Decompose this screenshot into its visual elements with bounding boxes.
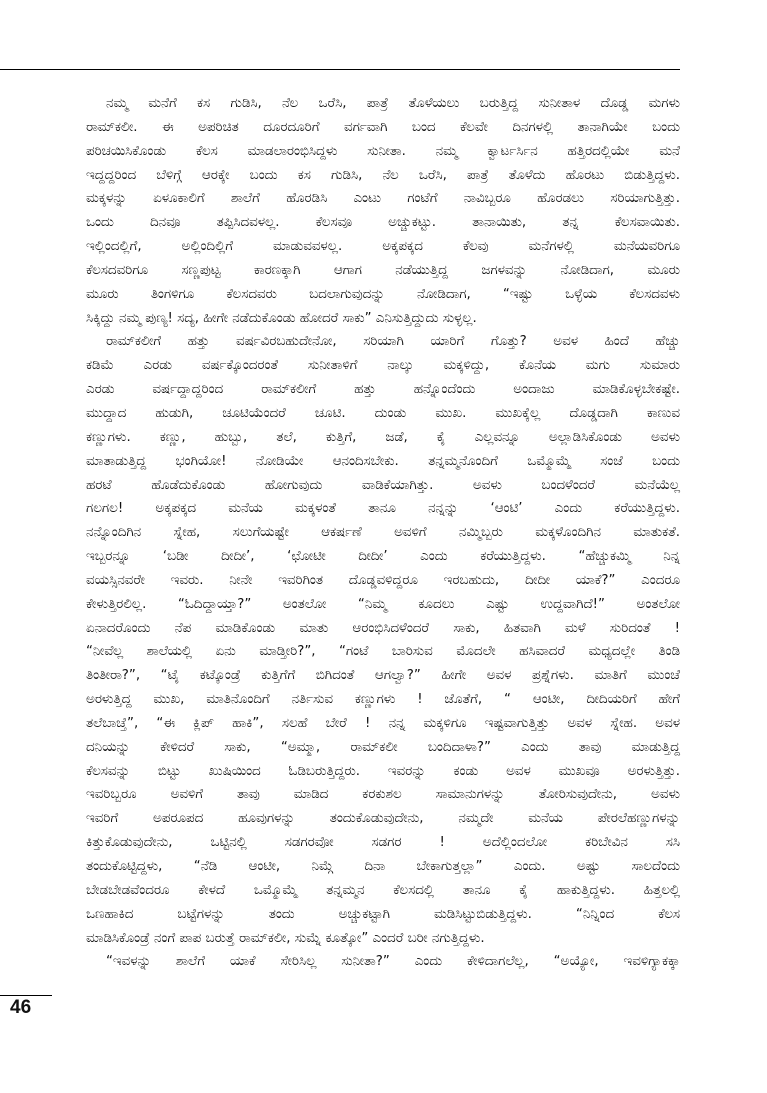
page-number: 46: [10, 997, 32, 1018]
text-line: ನನ್ನೊಂದಿಗಿನ ಸ್ನೇಹ, ಸಲುಗೆಯಷ್ಟೇ ಆಕರ್ಷಣೆ ಅವಳಿಗೆ ನಮ್ಮಿಬ್ಬರು ಮಕ್ಕಳೊಂದಿಗಿನ ಮಾತುಕತೆ.: [86, 525, 680, 541]
text-line: “ನೀವೆಲ್ಲ ಶಾಲೆಯಲ್ಲಿ ಏನು ಮಾಡ್ತೀರಿ?”, “ಗಂಟೆ ಬಾರಿಸುವ ಮೊದಲೇ ಹಸಿವಾದರೆ ಮಧ್ಯದಲ್ಲೇ ತಿಂಡಿ: [86, 644, 680, 660]
text-line: ಮುದ್ದಾದ ಹುಡುಗಿ, ಚೂಟಿಯೆಂದರೆ ಚೂಟಿ. ದುಂಡು ಮುಖ. ಮುಖಕ್ಕೆಲ್ಲ ದೊಡ್ಡದಾಗಿ ಕಾಣುವ: [86, 405, 680, 421]
text-line: ಸಿಕ್ಕಿದ್ದು ನಮ್ಮ ಪುಣ್ಯ! ಸದ್ಯ, ಹೀಗೇ ನಡೆದುಕೊಂಡು ಹೋದರೆ ಸಾಕು” ಎನಿಸುತ್ತಿದ್ದುದು ಸುಳ್ಳಲ್ಲ.: [86, 310, 477, 326]
text-line: ಕೆಲಸದವರಿಗೂ ಸಣ್ಣಪುಟ್ಟ ಕಾರಣಕ್ಕಾಗಿ ಆಗಾಗ ನಡೆಯುತ್ತಿದ್ದ ಜಗಳವನ್ನು ನೋಡಿದಾಗ, ಮೂರು: [86, 262, 680, 278]
page-number-rule: [0, 995, 52, 996]
text-line: ಮಾತಾಡುತ್ತಿದ್ದ ಭಂಗಿಯೋ! ನೋಡಿಯೇ ಆನಂದಿಸಬೇಕು. ತನ್ನಮ್ಮನೊಂದಿಗೆ ಒಮ್ಮೊಮ್ಮೆ ಸಂಜೆ ಬಂದು: [86, 453, 680, 469]
text-line: ಕೇಳುತ್ತಿರಲಿಲ್ಲ. “ಓದಿದ್ದಾಯ್ತಾ?” ಅಂತಲೋ “ನಿಮ್ಮ ಕೂದಲು ಎಷ್ಟು ಉದ್ದವಾಗಿದೆ!” ಅಂತಲೋ: [86, 596, 680, 612]
text-line: ರಾಮ್‌ಕಲೀಗೆ ಹತ್ತು ವರ್ಷವಿರಬಹುದೇನೋ, ಸರಿಯಾಗಿ ಯಾರಿಗೆ ಗೊತ್ತು? ಅವಳ ಹಿಂದೆ ಹೆಚ್ಚು: [106, 334, 680, 350]
text-line: ಅರಳುತ್ತಿದ್ದ ಮುಖ, ಮಾತಿನೊಂದಿಗೆ ನರ್ತಿಸುವ ಕಣ್ಣುಗಳು ! ಜೊತೆಗೆ, “ ಆಂಟೀ, ದೀದಿಯರಿಗೆ ಹೇಗೆ: [86, 692, 680, 708]
paragraph-1: [86, 92, 680, 330]
paragraph-3: [86, 950, 680, 974]
text-line: ಹರಟೆ ಹೊಡೆದುಕೊಂಡು ಹೋಗುವುದು ವಾಡಿಕೆಯಾಗಿತ್ತು. ಅವಳು ಬಂದಳೆಂದರೆ ಮನೆಯೆಲ್ಲ: [86, 477, 680, 493]
text-line: ಏನಾದರೊಂದು ನೆಪ ಮಾಡಿಕೊಂಡು ಮಾತು ಆರಂಭಿಸಿದಳೆಂದರೆ ಸಾಕು, ಹಿತವಾಗಿ ಮಳೆ ಸುರಿದಂತೆ !: [86, 620, 680, 636]
text-line: “ಇವಳನ್ನು ಶಾಲೆಗೆ ಯಾಕೆ ಸೇರಿಸಿಲ್ಲ ಸುನೀತಾ?” ಎಂದು ಕೇಳಿದಾಗಲೆಲ್ಲ, “ಅಯ್ಯೋ, ಇವಳಿಗ್ಯಾಕಕ್ಕಾ: [106, 954, 680, 970]
text-line: ಇಲ್ಲಿಂದಲ್ಲಿಗೆ, ಅಲ್ಲಿಂದಿಲ್ಲಿಗೆ ಮಾಡುವವಳಲ್ಲ. ಅಕ್ಕಪಕ್ಕದ ಕೆಲವು ಮನೆಗಳಲ್ಲಿ ಮನೆಯವರಿಗೂ: [86, 239, 680, 255]
text-line: ಎರಡು ವರ್ಷದ್ದಾದ್ದರಿಂದ ರಾಮ್‌ಕಲೀಗೆ ಹತ್ತು ಹನ್ನೊಂದೆಂದು ಅಂದಾಜು ಮಾಡಿಕೊಳ್ಳಬೇಕಷ್ಟೇ.: [86, 382, 680, 398]
text-line: ಗಲಗಲ! ಅಕ್ಕಪಕ್ಕದ ಮನೆಯ ಮಕ್ಕಳಂತೆ ತಾನೂ ನನ್ನನ್ನು ‘ಆಂಟಿ’ ಎಂದು ಕರೆಯುತ್ತಿದ್ದಳು.: [86, 501, 680, 517]
text-line: ಕಡಿಮೆ ಎರಡು ವರ್ಷಕ್ಕೊಂದರಂತೆ ಸುನೀತಾಳಿಗೆ ನಾಲ್ಕು ಮಕ್ಕಳಿದ್ದು, ಕೊನೆಯ ಮಗು ಸುಮಾರು: [86, 358, 680, 374]
text-line: ತಿಂತೀರಾ?”, “ಟೈ ಕಟ್ಕೊಂಡ್ರೆ ಕುತ್ತಿಗೆಗೆ ಬಿಗಿದಂತೆ ಆಗಲ್ವಾ?” ಹೀಗೇ ಅವಳ ಪ್ರಶ್ನೆಗಳು. ಮಾತಿಗೆ ಮುಂಚೆ: [86, 668, 680, 684]
text-line: ಒಂದು ದಿನವೂ ತಪ್ಪಿಸಿದವಳಲ್ಲ. ಕೆಲಸವೂ ಅಚ್ಚುಕಟ್ಟು. ತಾನಾಯಿತು, ತನ್ನ ಕೆಲಸವಾಯಿತು.: [86, 215, 680, 231]
text-line: ರಾಮ್‌ಕಲೀ. ಈ ಅಪರಿಚಿತ ದೂರದೂರಿಗೆ ವರ್ಗವಾಗಿ ಬಂದ ಕೆಲವೇ ದಿನಗಳಲ್ಲಿ ತಾನಾಗಿಯೇ ಬಂದು: [86, 119, 680, 135]
paragraph-2: [86, 330, 680, 950]
text-line: ಒಣಹಾಕಿದ ಬಟ್ಟೆಗಳನ್ನು ತಂದು ಅಚ್ಚುಕಟ್ಟಾಗಿ ಮಡಿಸಿಟ್ಟುಬಿಡುತ್ತಿದ್ದಳು. “ನಿನ್ನಿಂದ ಕೆಲಸ: [86, 906, 680, 922]
text-line: ಕೆಲಸವನ್ನು ಬಿಟ್ಟು ಖುಷಿಯಿಂದ ಓಡಿಬರುತ್ತಿದ್ದರು. ಇವರನ್ನು ಕಂಡು ಅವಳ ಮುಖವೂ ಅರಳುತ್ತಿತ್ತು.: [86, 763, 680, 779]
text-line: ಮಕ್ಕಳನ್ನು ಏಳೂಕಾಲಿಗೆ ಶಾಲೆಗೆ ಹೊರಡಿಸಿ ಎಂಟು ಗಂಟೆಗೆ ನಾವಿಬ್ಬರೂ ಹೊರಡಲು ಸರಿಯಾಗುತ್ತಿತ್ತು.: [86, 191, 680, 207]
text-line: ಇಬ್ಬರನ್ನೂ ‘ಬಡೀ ದೀದೀ’, ‘ಛೋಟೀ ದೀದೀ’ ಎಂದು ಕರೆಯುತ್ತಿದ್ದಳು. “ಹೆಚ್ಚುಕಮ್ಮಿ ನಿನ್ನ: [86, 549, 680, 565]
text-line: ಬೇಡಬೇಡವೆಂದರೂ ಕೇಳದೆ ಒಮ್ಮೊಮ್ಮೆ ತನ್ನಮ್ಮನ ಕೆಲಸದಲ್ಲಿ ತಾನೂ ಕೈ ಹಾಕುತ್ತಿದ್ದಳು. ಹಿತ್ತಲಲ್ಲಿ: [86, 882, 680, 898]
text-line: ಕಣ್ಣುಗಳು. ಕಣ್ಣು, ಹುಬ್ಬು, ತಲೆ, ಕುತ್ತಿಗೆ, ಜಡೆ, ಕೈ ಎಲ್ಲವನ್ನೂ ಅಲ್ಲಾಡಿಸಿಕೊಂಡು ಅವಳು: [86, 429, 680, 445]
text-line: ಇವರಿಗೆ ಅಪರೂಪದ ಹೂವುಗಳನ್ನು ತಂದುಕೊಡುವುದೇನು, ನಮ್ಮದೇ ಮನೆಯ ಪೇರಲೆಹಣ್ಣುಗಳನ್ನು: [86, 811, 680, 827]
text-line: ನಮ್ಮ ಮನೆಗೆ ಕಸ ಗುಡಿಸಿ, ನೆಲ ಒರೆಸಿ, ಪಾತ್ರೆ ತೊಳೆಯಲು ಬರುತ್ತಿದ್ದ ಸುನೀತಾಳ ದೊಡ್ಡ ಮಗಳು: [106, 96, 680, 111]
text-line: ದನಿಯನ್ನು ಕೇಳಿದರೆ ಸಾಕು, “ಅಮ್ಮಾ, ರಾಮ್‌ಕಲೀ ಬಂದಿದಾಳಾ?” ಎಂದು ತಾವು ಮಾಡುತ್ತಿದ್ದ: [86, 739, 680, 755]
body-text: [86, 92, 680, 974]
text-line: ತಂದುಕೊಟ್ಟಿದ್ದಳು, “ನೆಡಿ ಆಂಟೀ, ನಿಮ್ಗೆ ದಿನಾ ಬೇಕಾಗುತ್ತಲ್ಲಾ” ಎಂದು. ಅಷ್ಟು ಸಾಲದೆಂದು: [86, 859, 680, 874]
text-line: ಇದ್ದದ್ದರಿಂದ ಬೆಳಿಗ್ಗೆ ಆರಕ್ಕೇ ಬಂದು ಕಸ ಗುಡಿಸಿ, ನೆಲ ಒರೆಸಿ, ಪಾತ್ರೆ ತೊಳೆದು ಹೊರಟು ಬಿಡುತ್ತಿದ್ದಳು.: [86, 167, 680, 183]
text-line: ಮೂರು ತಿಂಗಳಿಗೂ ಕೆಲಸದವರು ಬದಲಾಗುವುದನ್ನು ನೋಡಿದಾಗ, “ಇಷ್ಟು ಒಳ್ಳೆಯ ಕೆಲಸದವಳು: [86, 286, 680, 302]
text-line: ಪರಿಚಯಿಸಿಕೊಂಡು ಕೆಲಸ ಮಾಡಲಾರಂಭಿಸಿದ್ದಳು ಸುನೀತಾ. ನಮ್ಮ ಕ್ವಾರ್ಟರ್ಸಿನ ಹತ್ತಿರದಲ್ಲಿಯೇ ಮನೆ: [86, 143, 680, 159]
text-line: ಕಿತ್ತುಕೊಡುವುದೇನು, ಒಟ್ಟಿನಲ್ಲಿ ಸಡಗರವೋ ಸಡಗರ ! ಅದೆಲ್ಲಿಂದಲೋ ಕರಿಬೇವಿನ ಸಸಿ: [86, 835, 680, 851]
text-line: ಮಾಡಿಸಿಕೊಂಡ್ರೆ ನಂಗೆ ಪಾಪ ಬರುತ್ತೆ ರಾಮ್‌ಕಲೀ, ಸುಮ್ನೆ ಕೂತ್ಕೋ” ಎಂದರೆ ಬರೀ ನಗುತ್ತಿದ್ದಳು.: [86, 930, 485, 946]
text-line: ಇವರಿಬ್ಬರೂ ಅವಳಿಗೆ ತಾವು ಮಾಡಿದ ಕರಕುಶಲ ಸಾಮಾನುಗಳನ್ನು ತೋರಿಸುವುದೇನು, ಅವಳು: [86, 787, 680, 803]
text-line: ತಲೆಬಾಚ್ತೆ”, “ಈ ಕ್ಲಿಪ್ ಹಾಕಿ”, ಸಲಹೆ ಬೇರೆ ! ನನ್ನ ಮಕ್ಕಳಿಗೂ ಇಷ್ಟವಾಗುತ್ತಿತ್ತು ಅವಳ ಸ್ನೇಹ. ಅವಳ: [86, 715, 680, 731]
header-rule: [0, 69, 680, 70]
text-line: ವಯಸ್ಸಿನವರೇ ಇವರು. ನೀನೇ ಇವರಿಗಿಂತ ದೊಡ್ಡವಳಿದ್ದರೂ ಇರಬಹುದು, ದೀದೀ ಯಾಕೆ?” ಎಂದರೂ: [86, 572, 680, 588]
